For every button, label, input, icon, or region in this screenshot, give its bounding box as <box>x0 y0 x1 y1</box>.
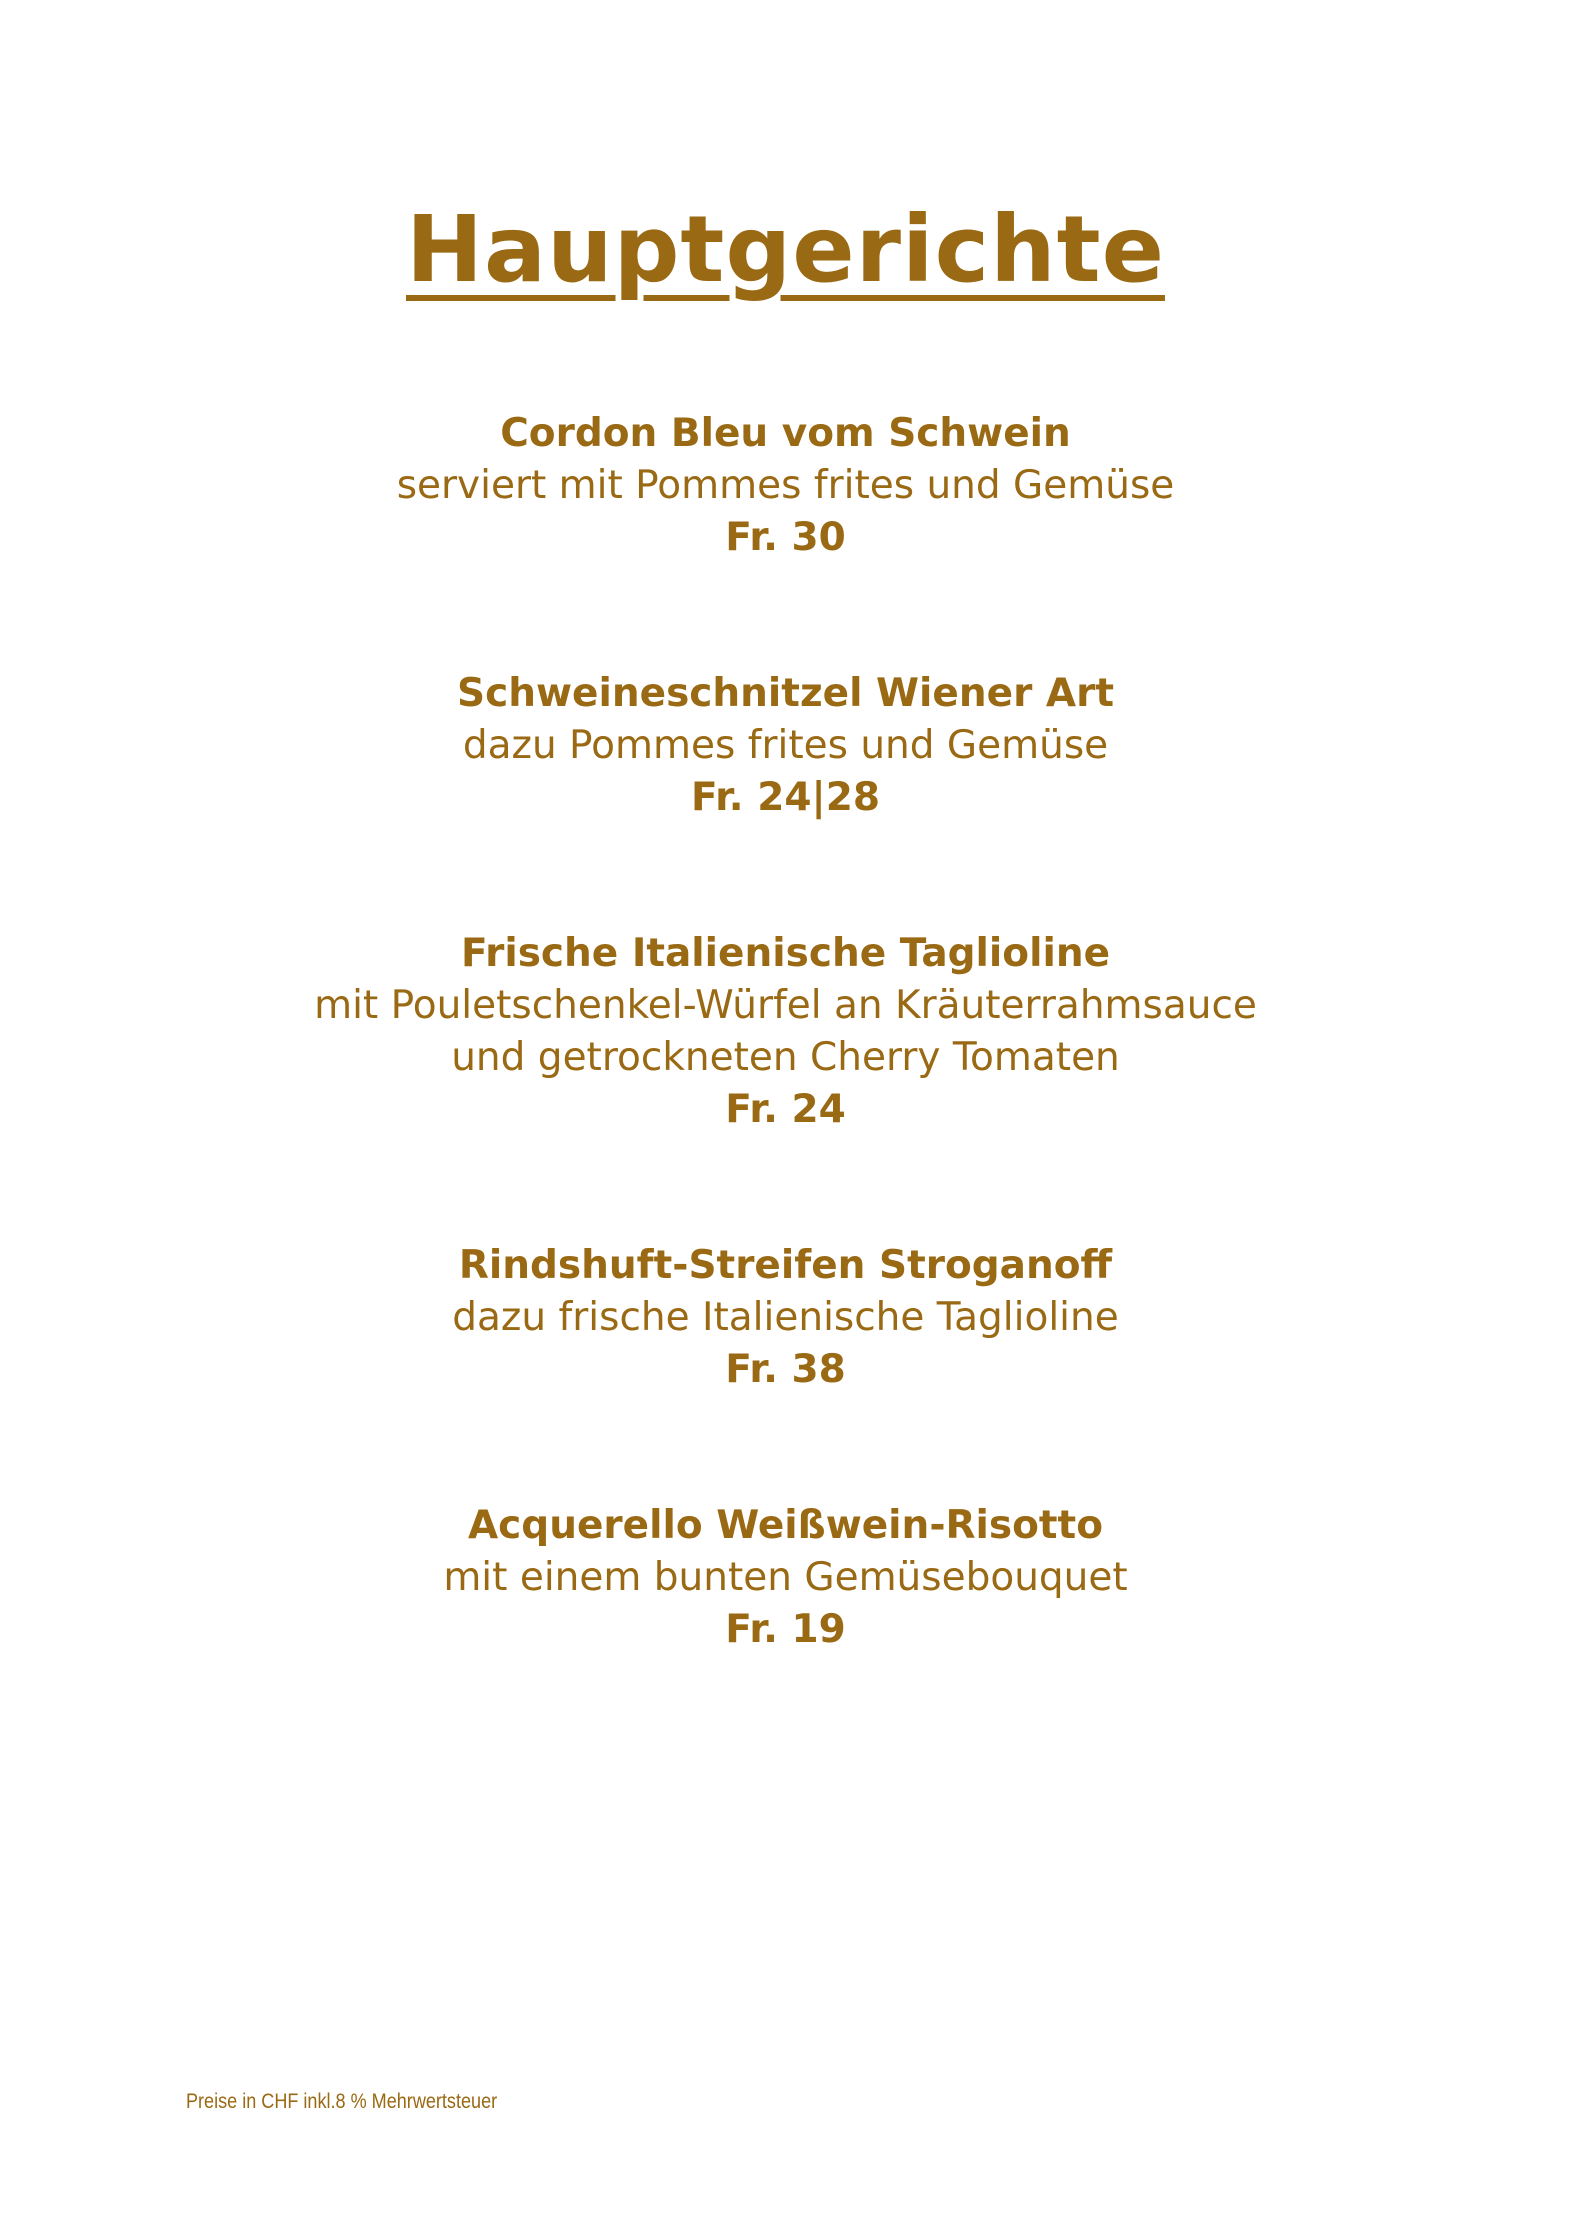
dish-description: und getrockneten Cherry Tomaten <box>451 1035 1120 1080</box>
dish-name: Acquerello Weißwein-Risotto <box>467 1503 1103 1548</box>
dish-price: Fr. 24 <box>725 1087 846 1132</box>
dish-item-risotto <box>0 1500 1571 1656</box>
dish-description: dazu Pommes frites und Gemüse <box>462 723 1109 768</box>
dish-description: serviert mit Pommes frites und Gemüse <box>396 463 1175 508</box>
dish-price: Fr. 38 <box>725 1347 846 1392</box>
dish-name: Schweineschnitzel Wiener Art <box>457 671 1114 716</box>
page-title: Hauptgerichte <box>406 196 1165 303</box>
dish-price: Fr. 24|28 <box>690 775 880 820</box>
dish-name: Cordon Bleu vom Schwein <box>500 411 1071 456</box>
dish-name: Rindshuft-Streifen Stroganoff <box>458 1243 1113 1288</box>
dish-item-taglioline <box>0 928 1571 1136</box>
dish-name: Frische Italienische Taglioline <box>460 931 1111 976</box>
dish-price: Fr. 30 <box>725 515 846 560</box>
dish-item-schweineschnitzel <box>0 668 1571 824</box>
dish-description: dazu frische Italienische Taglioline <box>452 1295 1119 1340</box>
dish-description: mit Pouletschenkel-Würfel an Kräuterrahmsauce <box>314 983 1257 1028</box>
dish-description: mit einem bunten Gemüsebouquet <box>443 1555 1128 1600</box>
dish-item-cordon-bleu <box>0 408 1571 564</box>
price-note: Preise in CHF inkl.8 % Mehrwertsteuer <box>186 2090 498 2113</box>
dish-item-stroganoff <box>0 1240 1571 1396</box>
dish-price: Fr. 19 <box>725 1607 846 1652</box>
